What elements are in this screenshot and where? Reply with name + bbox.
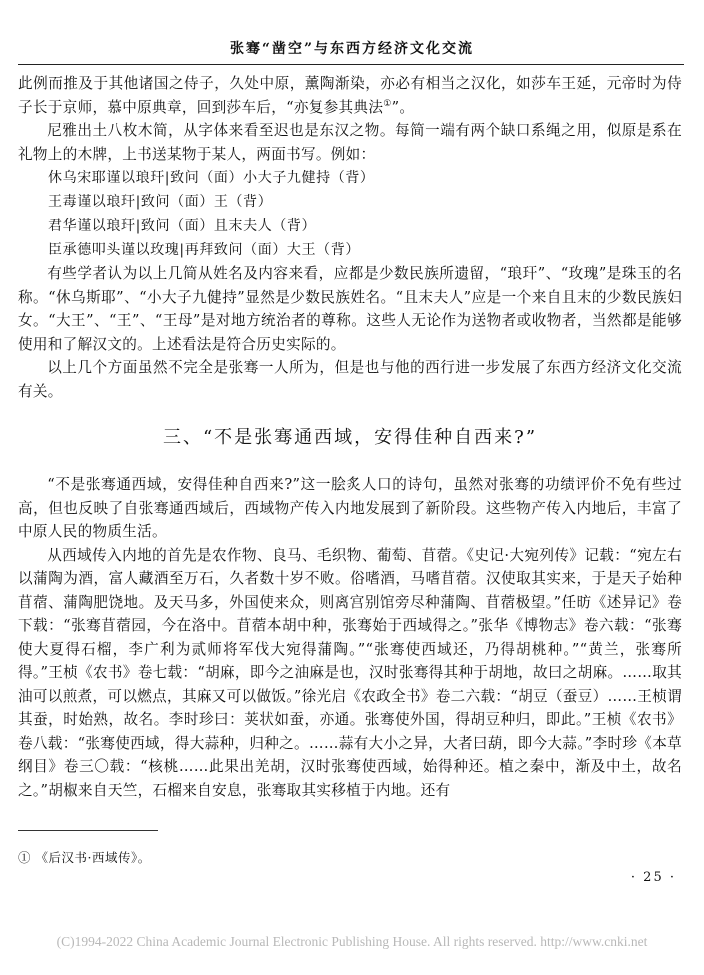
paragraph-1	[18, 72, 682, 119]
inscription-1: 休乌宋耶谨以琅玕|致问（面）小大子九健持（背）	[48, 170, 375, 186]
running-header: 张骞“凿空”与东西方经济文化交流	[229, 41, 475, 57]
paragraph-6: 从西域传入内地的首先是农作物、良马、毛织物、葡萄、苜蓿。《史记·大宛列传》记载：“宛左右以蒲陶为酒，富人藏酒至万石，久者数十岁不败。俗嗜酒，马嗜苜蓿。汉使取其实来，于是天子始种苜蓿、蒲陶肥饶地。及天马多，外国使来众，则离宫别馆旁尽种蒲陶、苜蓿极望。”任昉《述异记》卷下载：“张骞苜蓿园，今在洛中。苜蓿本胡中种，张骞始于西域得之。”张华《博物志》卷六载：“张骞使大夏得石榴，李广利为贰师将军伐大宛得蒲陶。”“张骞使西域还，乃得胡桃种。”“黄兰，张骞所得。”王桢《农书》卷七载：“胡麻，即今之油麻是也，汉时张骞得其种于胡地，故曰之胡麻。……取其油可以煎煮，可以燃点，其麻又可以做饭。”徐光启《农政全书》卷二六载：“胡豆（蚕豆）……王桢谓其蚕，时始熟，故名。李时珍曰：荚状如蚕，亦通。张骞使外国，得胡豆种归，即此。”王桢《农书》卷八载：“张骞使西域，得大蒜种，归种之。……蒜有大小之异，大者曰葫，即今大蒜。”李时珍《本草纲目》卷三〇载：“核桃……此果出羌胡，汉时张骞使西域，始得种还。植之秦中，渐及中土，故名之。”胡椒来自天竺，石榴来自安息，张骞取其实移植于内地。还有	[18, 546, 682, 799]
footnote-rule	[18, 830, 158, 831]
copyright-watermark: (C)1994-2022 China Academic Journal Electronic Publishing House. All rights reserved. http://www.cnki.net	[56, 934, 648, 949]
header-rule	[18, 64, 684, 65]
page-number: · 25 ·	[630, 870, 676, 885]
inscription-3: 君华谨以琅玕|致问（面）且末夫人（背）	[48, 218, 317, 234]
footnote: ① 《后汉书·西域传》。	[18, 850, 151, 865]
footnote-ref[interactable]: ①	[383, 98, 392, 109]
inscription-4: 臣承德叩头谨以玫瑰|再拜致问（面）大王（背）	[48, 242, 360, 258]
paragraph-1-text: 此例而推及于其他诸国之侍子，久处中原，薰陶渐染，亦必有相当之汉化，如莎车王延，元帝时为侍子长于京师，慕中原典章，回到莎车后，“亦复参其典法	[18, 75, 682, 116]
paragraph-1-tail: ”。	[391, 98, 415, 116]
article-body	[18, 72, 682, 802]
paragraph-5: “不是张骞通西域，安得佳种自西来?”这一脍炙人口的诗句，虽然对张骞的功绩评价不免有些过高，但也反映了自张骞通西域后，西域物产传入内地发展到了新阶段。这些物产传入内地后，丰富了中原人民的物质生活。	[18, 476, 682, 540]
section-heading: 三、“不是张骞通西域，安得佳种自西来?”	[162, 427, 538, 448]
inscription-2: 王毒谨以琅玕|致问（面）王（背）	[48, 194, 273, 210]
paragraph-2: 尼雅出土八枚木简，从字体来看至迟也是东汉之物。每简一端有两个缺口系绳之用，似原是系在礼物上的木牌，上书送某物于某人，两面书写。例如：	[18, 122, 682, 163]
paragraph-3: 有些学者认为以上几简从姓名及内容来看，应都是少数民族所遗留，“琅玕”、“玫瑰”是珠玉的名称。“休乌斯耶”、“小大子九健持”显然是少数民族姓名。“且末夫人”应是一个来自且末的少数民族妇女。“大王”、“王”、“王母”是对地方统治者的尊称。这些人无论作为送物者或收物者，当然都是能够使用和了解汉文的。上述看法是符合历史实际的。	[18, 265, 682, 353]
paragraph-4: 以上几个方面虽然不完全是张骞一人所为，但是也与他的西行进一步发展了东西方经济文化交流有关。	[18, 359, 682, 400]
